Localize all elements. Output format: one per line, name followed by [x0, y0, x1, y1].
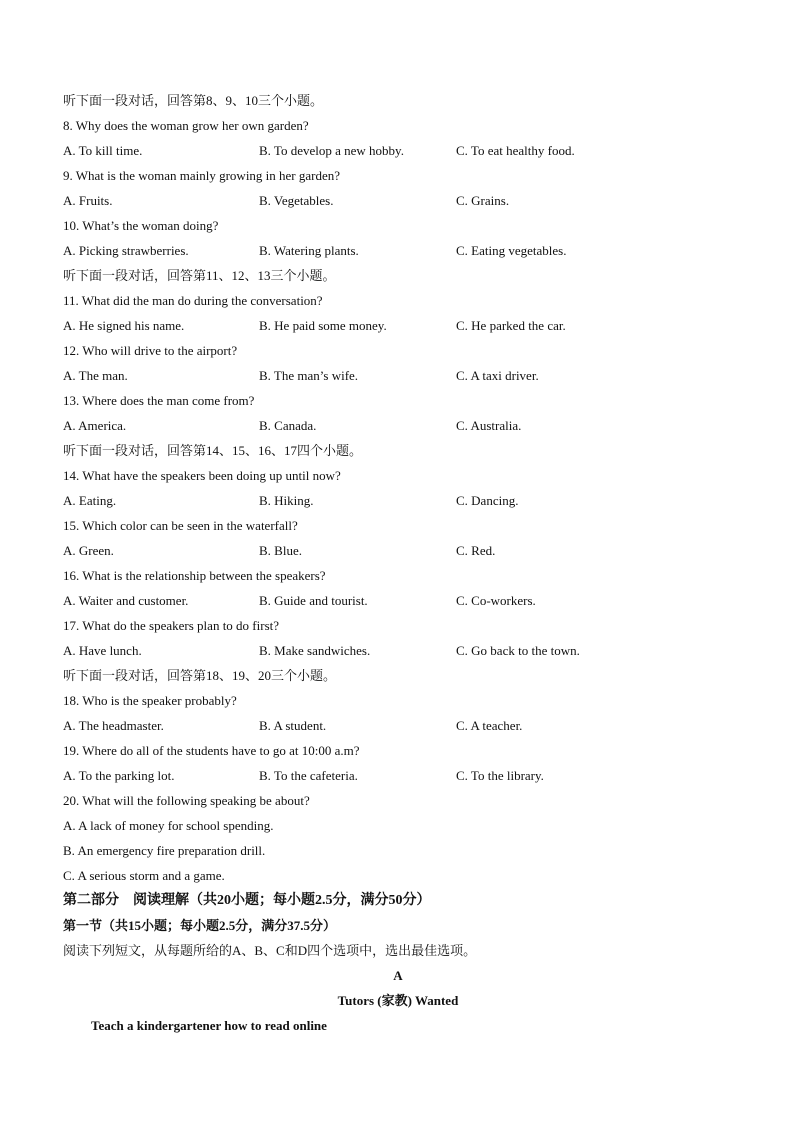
- reading-section-title: 第一节（共15小题；每小题2.5分，满分37.5分）: [63, 918, 337, 933]
- option-b: B. To develop a new hobby.: [259, 143, 404, 158]
- question-10-options: [63, 238, 733, 263]
- question-20-option-c: C. A serious storm and a game.: [63, 868, 225, 883]
- question-20-option-b: B. An emergency fire preparation drill.: [63, 843, 266, 858]
- question-11: 11. What did the man do during the conversation?: [63, 293, 323, 308]
- passage-title: Tutors (家教) Wanted: [337, 993, 459, 1008]
- exam-page: [63, 88, 733, 1038]
- question-19: 19. Where do all of the students have to go at 10:00 a.m?: [63, 743, 360, 758]
- option-c: C. To eat healthy food.: [456, 143, 575, 158]
- question-8: 8. Why does the woman grow her own garden?: [63, 118, 309, 133]
- question-20-option-a: A. A lack of money for school spending.: [63, 818, 274, 833]
- question-14: 14. What have the speakers been doing up until now?: [63, 468, 341, 483]
- question-20: 20. What will the following speaking be about?: [63, 793, 310, 808]
- option-b: B. Watering plants.: [259, 243, 359, 258]
- option-a: A. Picking strawberries.: [63, 243, 189, 258]
- option-c: C. He parked the car.: [456, 318, 566, 333]
- option-b: B. Vegetables.: [259, 193, 334, 208]
- question-18-options: [63, 713, 733, 738]
- question-8-options: [63, 138, 733, 163]
- question-12-options: [63, 363, 733, 388]
- option-a: A. Have lunch.: [63, 643, 142, 658]
- option-a: A. America.: [63, 418, 127, 433]
- option-a: A. Waiter and customer.: [63, 593, 189, 608]
- question-13: 13. Where does the man come from?: [63, 393, 255, 408]
- option-a: A. Eating.: [63, 493, 117, 508]
- option-b: B. Make sandwiches.: [259, 643, 371, 658]
- question-15: 15. Which color can be seen in the waterfall?: [63, 518, 298, 533]
- option-c: C. Eating vegetables.: [456, 243, 567, 258]
- option-c: C. A taxi driver.: [456, 368, 539, 383]
- option-a: A. To the parking lot.: [63, 768, 175, 783]
- listening-intro-14-17: 听下面一段对话，回答第14、15、16、17四个小题。: [63, 443, 363, 458]
- question-19-options: [63, 763, 733, 788]
- option-b: B. Hiking.: [259, 493, 314, 508]
- option-a: A. Fruits.: [63, 193, 113, 208]
- question-18: 18. Who is the speaker probably?: [63, 693, 237, 708]
- listening-intro-11-13: 听下面一段对话，回答第11、12、13三个小题。: [63, 268, 336, 283]
- question-9: 9. What is the woman mainly growing in her garden?: [63, 168, 341, 183]
- question-9-options: [63, 188, 733, 213]
- question-15-options: [63, 538, 733, 563]
- question-16: 16. What is the relationship between the speakers?: [63, 568, 326, 583]
- option-a: A. The headmaster.: [63, 718, 164, 733]
- reading-instruction: 阅读下列短文，从每题所给的A、B、C和D四个选项中，选出最佳选项。: [63, 943, 477, 958]
- question-14-options: [63, 488, 733, 513]
- option-b: B. A student.: [259, 718, 327, 733]
- passage-subheading: Teach a kindergartener how to read online: [91, 1018, 327, 1033]
- option-c: C. To the library.: [456, 768, 544, 783]
- option-a: A. He signed his name.: [63, 318, 185, 333]
- option-a: A. The man.: [63, 368, 128, 383]
- question-17: 17. What do the speakers plan to do first?: [63, 618, 280, 633]
- question-10: 10. What’s the woman doing?: [63, 218, 219, 233]
- option-b: B. To the cafeteria.: [259, 768, 358, 783]
- listening-intro-18-20: 听下面一段对话，回答第18、19、20三个小题。: [63, 668, 337, 683]
- question-17-options: [63, 638, 733, 663]
- option-a: A. Green.: [63, 543, 114, 558]
- option-b: B. Canada.: [259, 418, 317, 433]
- passage-letter: A: [393, 968, 403, 983]
- option-b: B. Blue.: [259, 543, 302, 558]
- option-c: C. A teacher.: [456, 718, 523, 733]
- option-a: A. To kill time.: [63, 143, 143, 158]
- question-16-options: [63, 588, 733, 613]
- option-b: B. Guide and tourist.: [259, 593, 368, 608]
- option-c: C. Australia.: [456, 418, 522, 433]
- option-b: B. The man’s wife.: [259, 368, 359, 383]
- option-c: C. Red.: [456, 543, 496, 558]
- option-c: C. Co-workers.: [456, 593, 536, 608]
- question-11-options: [63, 313, 733, 338]
- question-12: 12. Who will drive to the airport?: [63, 343, 238, 358]
- option-c: C. Go back to the town.: [456, 643, 580, 658]
- question-13-options: [63, 413, 733, 438]
- option-c: C. Grains.: [456, 193, 510, 208]
- listening-intro-8-10: 听下面一段对话，回答第8、9、10三个小题。: [63, 93, 324, 108]
- reading-part-title: 第二部分 阅读理解（共20小题；每小题2.5分，满分50分）: [63, 893, 431, 908]
- option-c: C. Dancing.: [456, 493, 519, 508]
- option-b: B. He paid some money.: [259, 318, 387, 333]
